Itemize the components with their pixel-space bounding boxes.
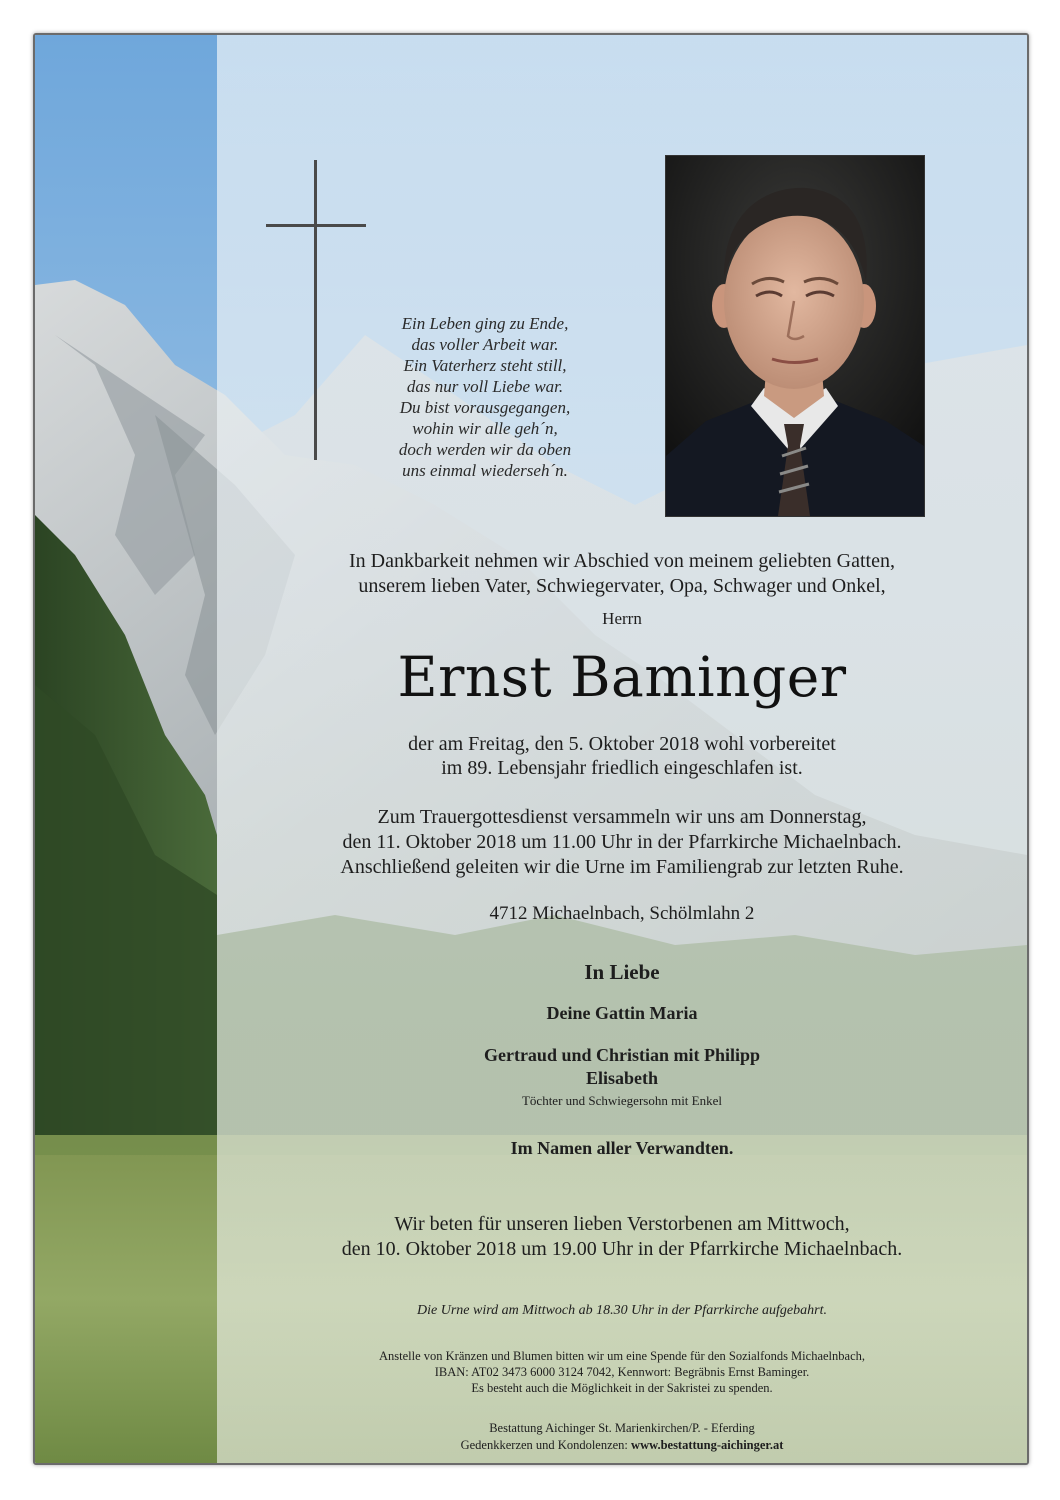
website-link[interactable]: www.bestattung-aichinger.at bbox=[631, 1438, 784, 1452]
salutation: Herrn bbox=[602, 609, 642, 628]
death-notice-line: im 89. Lebensjahr friedlich eingeschlafen ist. bbox=[441, 757, 803, 779]
donation-info bbox=[217, 1348, 1027, 1396]
condolence-label: Gedenkkerzen und Kondolenzen: bbox=[460, 1438, 632, 1452]
family-address: 4712 Michaelnbach, Schölmlahn 2 bbox=[489, 903, 755, 924]
children-line: Gertraud und Christian mit Philipp bbox=[483, 1045, 761, 1065]
intro-line: In Dankbarkeit nehmen wir Abschied von meinem geliebten Gatten, bbox=[349, 550, 895, 572]
deceased-name: Ernst Baminger bbox=[397, 645, 847, 709]
condolence-line bbox=[217, 1437, 1027, 1454]
intro-text bbox=[217, 549, 1027, 599]
poem-line: doch werden wir da oben bbox=[398, 440, 572, 459]
children-names bbox=[217, 1044, 1027, 1090]
intro-line: unserem lieben Vater, Schwiegervater, Opa, Schwager und Onkel, bbox=[358, 575, 886, 597]
portrait-photo bbox=[665, 155, 925, 517]
poem-line: das nur voll Liebe war. bbox=[406, 377, 564, 396]
memorial-poem bbox=[355, 313, 615, 481]
donation-line: Es besteht auch die Möglichkeit in der Sakristei zu spenden. bbox=[471, 1381, 773, 1395]
service-info bbox=[217, 805, 1027, 880]
cross-icon-bar bbox=[266, 224, 366, 227]
prayer-line: Wir beten für unseren lieben Verstorbenen am Mittwoch, bbox=[394, 1213, 850, 1235]
cross-icon bbox=[314, 160, 317, 460]
prayer-info bbox=[217, 1212, 1027, 1262]
death-notice bbox=[217, 732, 1027, 780]
service-line: Zum Trauergottesdienst versammeln wir uns am Donnerstag, bbox=[377, 806, 867, 828]
poem-line: uns einmal wiederseh´n. bbox=[402, 461, 568, 480]
prayer-line: den 10. Oktober 2018 um 19.00 Uhr in der Pfarrkirche Michaelnbach. bbox=[341, 1238, 903, 1260]
spouse-name: Deine Gattin Maria bbox=[546, 1003, 698, 1023]
undertaker-name: Bestattung Aichinger St. Marienkirchen/P. - Eferding bbox=[489, 1421, 755, 1435]
children-caption: Töchter und Schwiegersohn mit Enkel bbox=[521, 1093, 722, 1108]
donation-line: IBAN: AT02 3473 6000 3124 7042, Kennwort: Begräbnis Ernst Baminger. bbox=[434, 1365, 810, 1379]
urn-note: Die Urne wird am Mittwoch ab 18.30 Uhr in der Pfarrkirche aufgebahrt. bbox=[417, 1303, 827, 1318]
poem-line: wohin wir alle geh´n, bbox=[412, 419, 558, 438]
in-love-heading: In Liebe bbox=[584, 960, 660, 984]
death-notice-line: der am Freitag, den 5. Oktober 2018 wohl vorbereitet bbox=[408, 733, 836, 755]
service-line: den 11. Oktober 2018 um 11.00 Uhr in der Pfarrkirche Michaelnbach. bbox=[342, 831, 902, 853]
poem-line: Ein Vaterherz steht still, bbox=[403, 356, 567, 375]
poem-line: Du bist vorausgegangen, bbox=[399, 398, 571, 417]
obituary-card bbox=[33, 33, 1029, 1465]
service-line: Anschließend geleiten wir die Urne im Familiengrab zur letzten Ruhe. bbox=[340, 856, 904, 878]
poem-line: das voller Arbeit war. bbox=[411, 335, 559, 354]
donation-line: Anstelle von Kränzen und Blumen bitten wir um eine Spende für den Sozialfonds Michaelnbach, bbox=[379, 1349, 865, 1363]
undertaker-footer bbox=[217, 1420, 1027, 1454]
children-line: Elisabeth bbox=[585, 1068, 659, 1088]
poem-line: Ein Leben ging zu Ende, bbox=[401, 314, 569, 333]
relatives-line: Im Namen aller Verwandten. bbox=[510, 1138, 734, 1158]
